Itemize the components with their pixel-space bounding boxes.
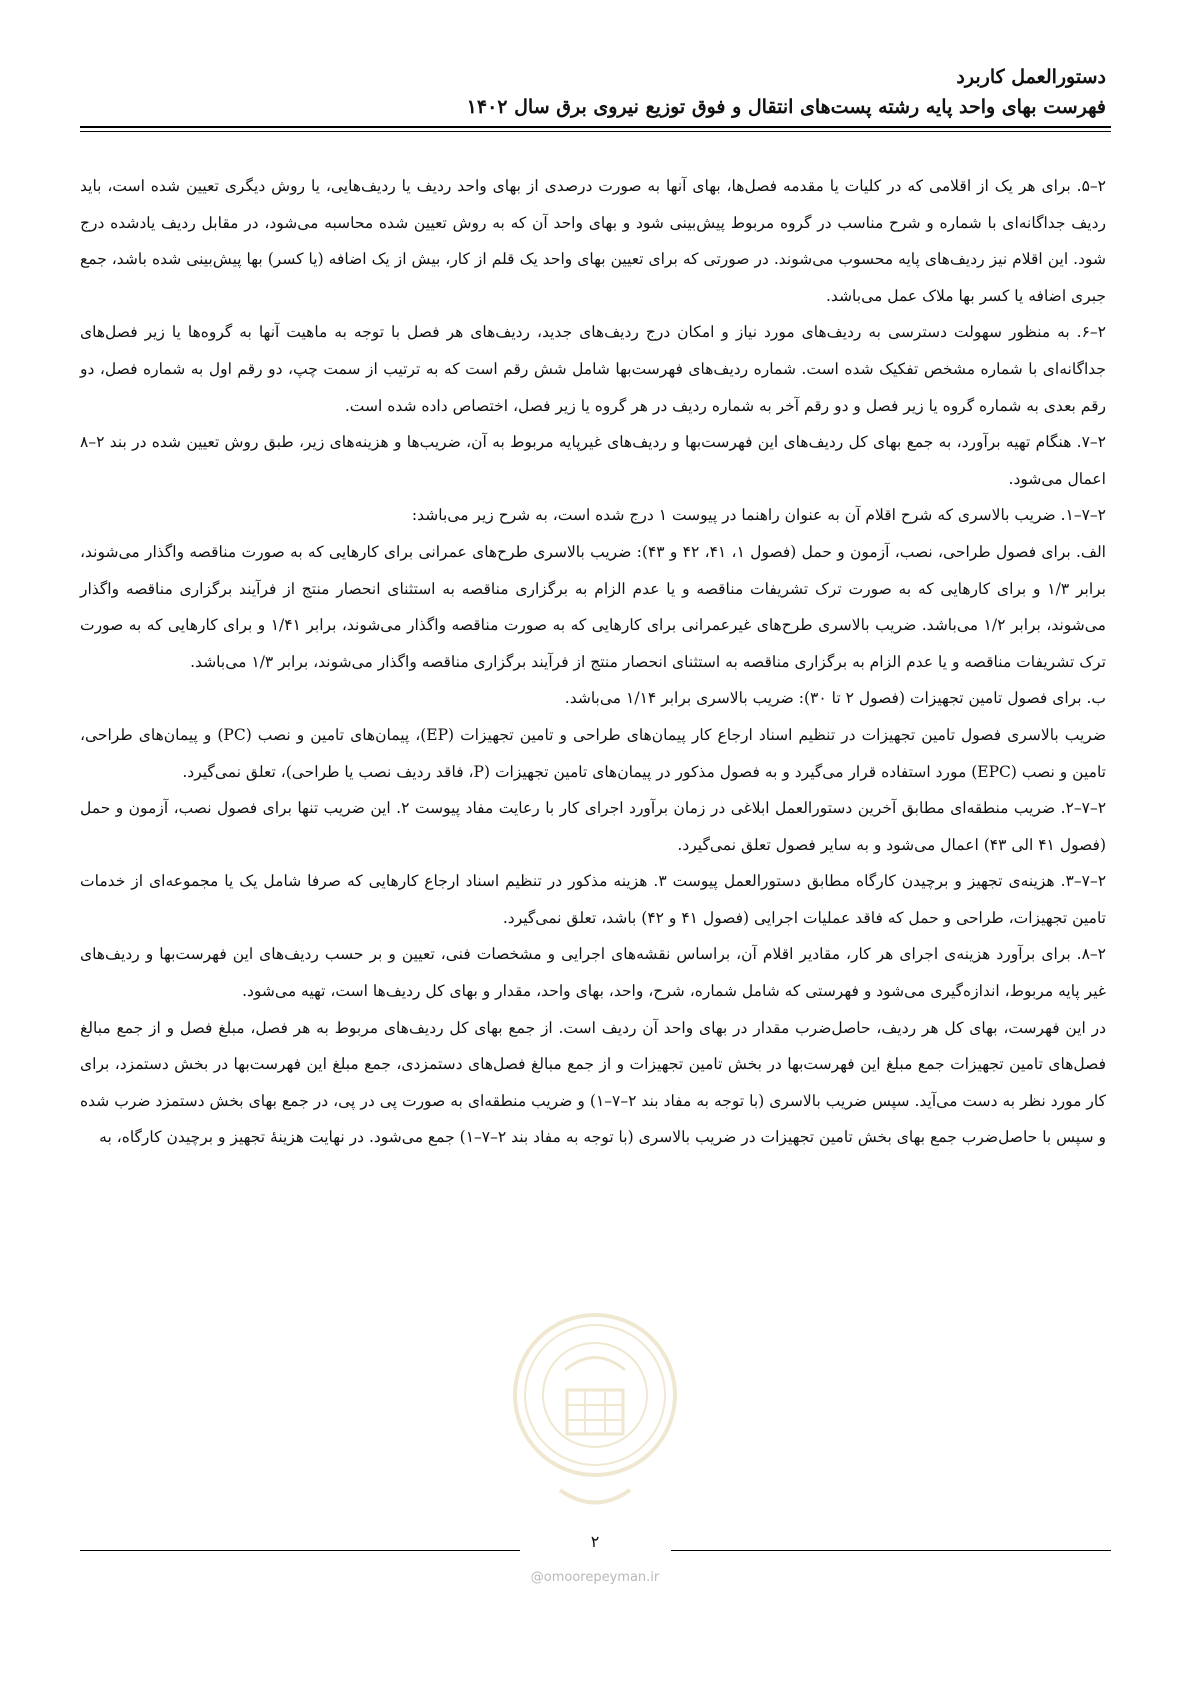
paragraph-2-8: ۲–۸. برای برآورد هزینه‌ی اجرای هر کار، مقادیر اقلام آن، براساس نقشه‌های اجرایی و مشخصات فنی، تعیین و بر حسب ردیف‌های این فهرست‌بها و ردیف‌های غیر پایه مربوط، اندازه‌گیری می‌شود و فهرستی که شامل شماره، شرح، واحد، بهای واحد، مقدار و بهای کل ردیف‌ها است، تهیه می‌شود. [80, 945, 1106, 1001]
paragraph-alef: الف. برای فصول طراحی، نصب، آزمون و حمل (فصول ۱، ۴۱، ۴۲ و ۴۳): ضریب بالاسری طرح‌های عمرانی برای کارهایی که به صورت مناقصه واگذار می‌شوند، برابر ۱/۳ و برای کارهایی که به صورت ترک تشریفات مناقصه و یا عدم الزام به برگزاری مناقصه به استثنای انحصار منتج از فرآیند برگزاری مناقصه واگذار می‌شوند، برابر ۱/۲ می‌باشد. ضریب بالاسری طرح‌های غیرعمرانی برای کارهایی که به صورت مناقصه واگذار می‌شوند، برابر ۱/۴۱ و برای کارهایی که به صورت ترک تشریفات مناقصه و یا عدم الزام به برگزاری مناقصه به استثنای انحصار منتج از فرآیند برگزاری مناقصه واگذار می‌شوند، برابر ۱/۳ می‌باشد. [80, 542, 1106, 671]
paragraph-2-5: ۲–۵. برای هر یک از اقلامی که در کلیات یا مقدمه فصل‌ها، بهای آنها به صورت درصدی از بهای واحد ردیف یا ردیف‌هایی، یا روش دیگری تعیین شده است، باید ردیف جداگانه‌ای با شماره و شرح مناسب در گروه مربوط پیش‌بینی شود و بهای واحد آن که به روش تعیین شده محاسبه می‌شود، در مقابل ردیف یادشده درج شود. این اقلام نیز ردیف‌های پایه محسوب می‌شوند. در صورتی که برای تعیین بهای واحد یک قلم از کار، بیش از یک اضافه (یا کسر) بها پیش‌بینی شده باشد، جمع جبری اضافه یا کسر بها ملاک عمل می‌باشد. [80, 177, 1106, 305]
body-text [80, 168, 1106, 1156]
seal-watermark-icon [505, 1300, 685, 1530]
footer-rule-right [671, 1550, 1111, 1551]
header-rule-thick [80, 126, 1111, 128]
document-title: فهرست بهای واحد پایه رشته پست‌های انتقال و فوق توزیع نیروی برق سال ۱۴۰۲ [466, 96, 1106, 118]
footer-rule-left [80, 1550, 520, 1551]
paragraph-overhead-note: ضریب بالاسری فصول تامین تجهیزات در تنظیم اسناد ارجاع کار پیمان‌های طراحی و تامین تجهیزات (EP)، پیمان‌های تامین و نصب (PC) و پیمان‌های طراحی، تامین و نصب (EPC) مورد استفاده قرار می‌گیرد و به فصول مذکور در پیمان‌های تامین تجهیزات (P، فاقد ردیف نصب یا طراحی)، تعلق نمی‌گیرد. [80, 725, 1106, 781]
paragraph-list-calculation: در این فهرست، بهای کل هر ردیف، حاصل‌ضرب مقدار در بهای واحد آن ردیف است. از جمع بهای کل ردیف‌های مربوط به هر فصل، مبلغ فصل و از جمع مبالغ فصل‌های تامین تجهیزات جمع مبلغ این فهرست‌بها در بخش تامین تجهیزات و از جمع مبالغ فصل‌های دستمزدی، جمع مبلغ این فهرست‌بها در بخش دستمزد، برای کار مورد نظر به دست می‌آید. سپس ضریب بالاسری (با توجه به مفاد بند ۲–۷–۱) و ضریب منطقه‌ای به صورت پی در پی، در جمع بهای بخش دستمزد ضرب شده و سپس با حاصل‌ضرب جمع بهای بخش تامین تجهیزات در ضریب بالاسری (با توجه به مفاد بند ۲–۷–۱) جمع می‌شود. در نهایت هزینهٔ تجهیز و برچیدن کارگاه، به [80, 1018, 1106, 1147]
paragraph-2-7-3: ۲–۷–۳. هزینه‌ی تجهیز و برچیدن کارگاه مطابق دستورالعمل پیوست ۳. هزینه مذکور در تنظیم اسناد ارجاع کارهایی که صرفا شامل یک یا مجموعه‌ای از خدمات تامین تجهیزات، طراحی و حمل که فاقد عملیات اجرایی (فصول ۴۱ و ۴۲) باشد، تعلق نمی‌گیرد. [80, 872, 1107, 927]
paragraph-2-7-2: ۲–۷–۲. ضریب منطقه‌ای مطابق آخرین دستورالعمل ابلاغی در زمان برآورد اجرای کار با رعایت مفاد پیوست ۲. این ضریب تنها برای فصول نصب، آزمون و حمل (فصول ۴۱ الی ۴۳) اعمال می‌شود و به سایر فصول تعلق نمی‌گیرد. [80, 799, 1107, 854]
header-rule-thin [80, 131, 1111, 132]
page-header [80, 62, 1106, 122]
site-watermark: @omoorepeyman.ir [530, 1570, 660, 1585]
paragraph-2-6: ۲–۶. به منظور سهولت دسترسی به ردیف‌های مورد نیاز و امکان درج ردیف‌های جدید، ردیف‌های هر فصل با توجه به ماهیت آنها به گروه‌ها یا زیر فصل‌های جداگانه‌ای با شماره مشخص تفکیک شده است. شماره ردیف‌های فهرست‌بها شامل شش رقم است که به ترتیب از سمت چپ، دو رقم اول به شماره فصل، دو رقم بعدی به شماره گروه یا زیر فصل و دو رقم آخر به شماره ردیف در هر گروه یا زیر فصل، اختصاص داده شده است. [80, 323, 1106, 415]
document-type: دستورالعمل کاربرد [956, 66, 1106, 88]
paragraph-2-7-1: ۲–۷–۱. ضریب بالاسری که شرح اقلام آن به عنوان راهنما در پیوست ۱ درج شده است، به شرح زیر می‌باشد: [411, 506, 1106, 525]
paragraph-be: ب. برای فصول تامین تجهیزات (فصول ۲ تا ۳۰): ضریب بالاسری برابر ۱/۱۴ می‌باشد. [564, 689, 1106, 708]
page-number: ۲ [590, 1532, 600, 1551]
paragraph-2-7: ۲–۷. هنگام تهیه برآورد، به جمع بهای کل ردیف‌های این فهرست‌بها و ردیف‌های غیرپایه مربوط به آن، ضریب‌ها و هزینه‌های زیر، طبق روش تعیین شده در بند ۲–۸ اعمال می‌شود. [80, 433, 1106, 488]
